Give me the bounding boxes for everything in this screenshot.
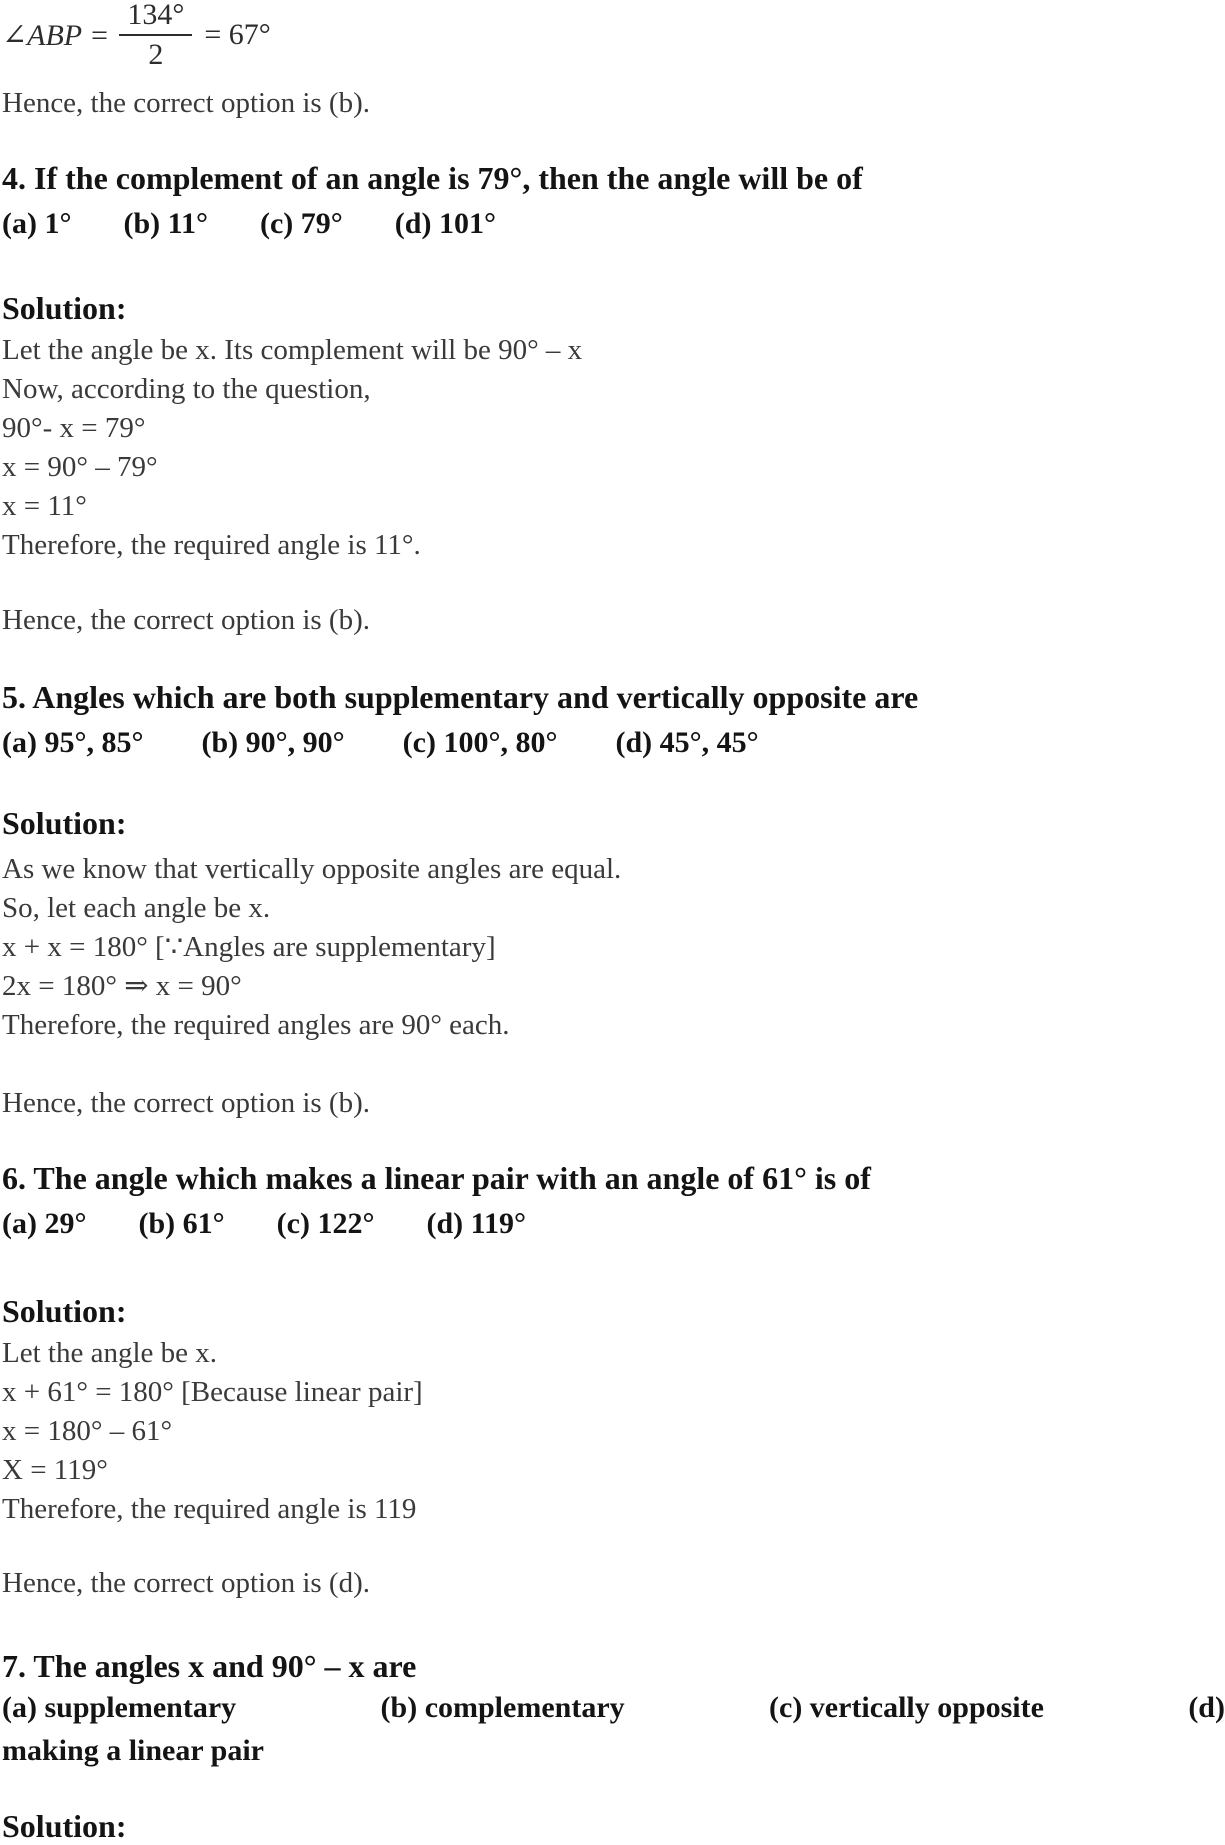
formula-angle-abp <box>2 0 1225 70</box>
fraction-denominator: 2 <box>148 38 164 71</box>
option-b: (b) 90°, 90° <box>201 726 345 759</box>
hence-line-intro: Hence, the correct option is (b). <box>2 87 370 119</box>
question-4-options <box>2 205 1225 243</box>
option-c: (c) 100°, 80° <box>402 726 558 759</box>
solution-line: x = 90° – 79° <box>2 451 158 483</box>
solution-label-q4: Solution: <box>2 290 127 326</box>
fraction-numerator: 134° <box>119 0 192 36</box>
option-c: (c) vertically opposite <box>769 1691 1044 1724</box>
question-6-heading: 6. The angle which makes a linear pair with an angle of 61° is of <box>2 1160 871 1196</box>
solution-line: Now, according to the question, <box>2 373 371 405</box>
question-7-option-d-continuation <box>2 1732 1225 1770</box>
solution-line: Let the angle be x. Its complement will be 90° – x <box>2 334 583 366</box>
question-5-heading: 5. Angles which are both supplementary and vertically opposite are <box>2 679 919 715</box>
option-d: (d) <box>1188 1691 1225 1724</box>
solution-line: x + 61° = 180° [Because linear pair] <box>2 1376 423 1408</box>
option-a: (a) 1° <box>2 207 72 240</box>
option-b: (b) complementary <box>380 1691 625 1724</box>
solution-line: So, let each angle be x. <box>2 892 271 924</box>
solution-line: x + x = 180° [∵Angles are supplementary] <box>2 931 496 963</box>
hence-line-q6: Hence, the correct option is (d). <box>2 1567 370 1599</box>
option-d: (d) 101° <box>394 207 496 240</box>
solution-line: Therefore, the required angles are 90° each. <box>2 1009 510 1041</box>
solution-body-q6 <box>2 1334 1225 1529</box>
solution-label-q5: Solution: <box>2 805 127 841</box>
option-a: (a) 29° <box>2 1207 87 1240</box>
solution-label-q7: Solution: <box>2 1808 127 1844</box>
hence-line-q4: Hence, the correct option is (b). <box>2 604 370 636</box>
option-b: (b) 11° <box>123 207 208 240</box>
option-a: (a) 95°, 85° <box>2 726 144 759</box>
option-d-text: making a linear pair <box>2 1734 264 1767</box>
option-d: (d) 119° <box>426 1207 526 1240</box>
solution-line: Let the angle be x. <box>2 1337 217 1369</box>
formula-lhs: ∠ABP = <box>2 18 110 52</box>
question-6-options <box>2 1205 1225 1243</box>
option-c: (c) 122° <box>276 1207 375 1240</box>
solution-line: Therefore, the required angle is 11°. <box>2 529 421 561</box>
solution-line: 2x = 180° ⇒ x = 90° <box>2 970 242 1002</box>
solution-line: Therefore, the required angle is 119 <box>2 1493 417 1525</box>
solution-line: As we know that vertically opposite angles are equal. <box>2 853 622 885</box>
question-7-options <box>2 1689 1225 1727</box>
formula-rhs: = 67° <box>204 18 271 51</box>
solution-body-q5 <box>2 850 1225 1045</box>
question-4-heading: 4. If the complement of an angle is 79°, then the angle will be of <box>2 160 863 196</box>
solution-line: 90°- x = 79° <box>2 412 146 444</box>
solution-line: X = 119° <box>2 1454 108 1486</box>
question-5-options <box>2 724 1225 762</box>
option-a: (a) supplementary <box>2 1691 237 1724</box>
question-7-heading: 7. The angles x and 90° – x are <box>2 1648 417 1684</box>
solution-body-q4 <box>2 331 1225 565</box>
formula-fraction <box>119 0 192 72</box>
solution-line: x = 180° – 61° <box>2 1415 173 1447</box>
hence-line-q5: Hence, the correct option is (b). <box>2 1087 370 1119</box>
solution-line: x = 11° <box>2 490 87 522</box>
option-c: (c) 79° <box>260 207 343 240</box>
option-d: (d) 45°, 45° <box>615 726 759 759</box>
option-b: (b) 61° <box>138 1207 225 1240</box>
solution-label-q6: Solution: <box>2 1293 127 1329</box>
